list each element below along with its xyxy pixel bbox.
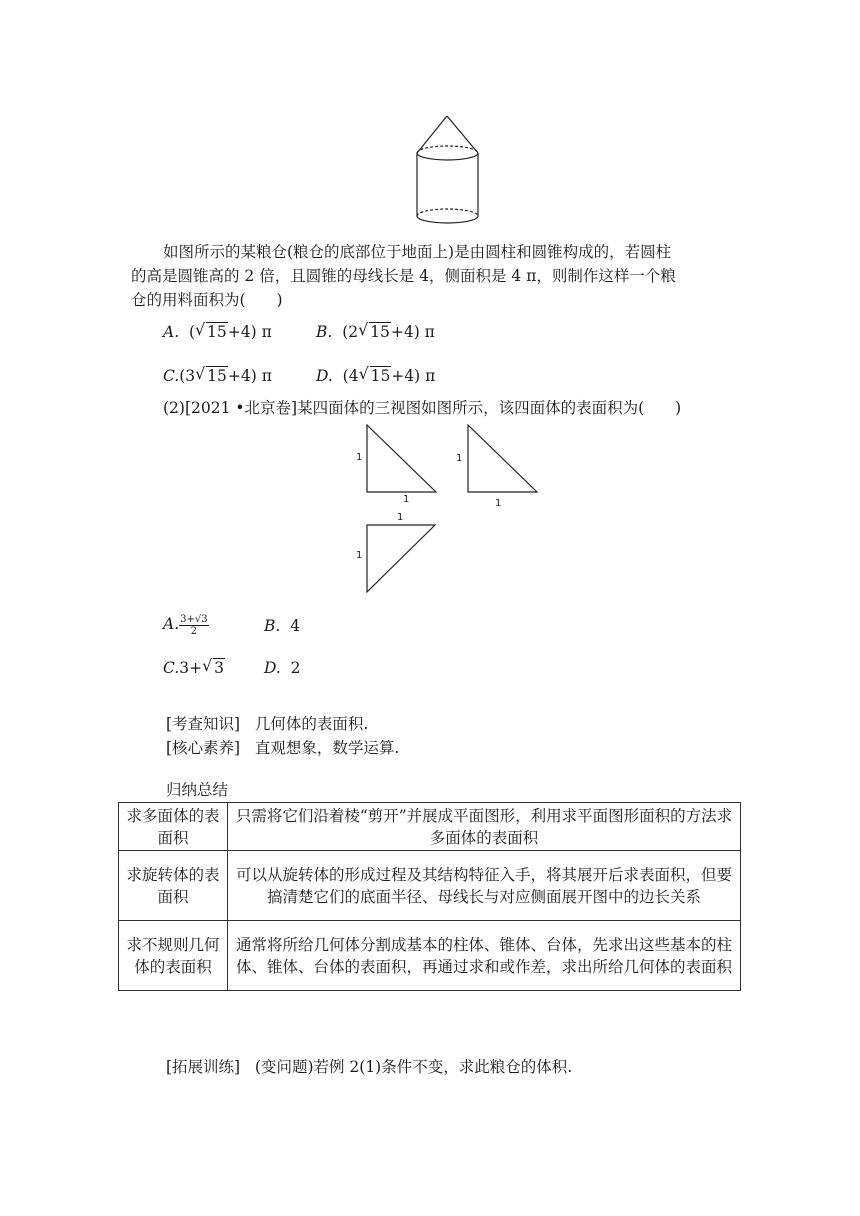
side-view-triangle xyxy=(467,424,539,494)
top-view-top-label: 1 xyxy=(397,512,404,523)
problem2-stem: (2)[2021 •北京卷]某四面体的三视图如图所示，该四面体的表面积为( ) xyxy=(163,399,682,417)
top-ellipse-front xyxy=(417,153,478,160)
knowledge-note: [考查知识] 几何体的表面积. xyxy=(166,715,369,733)
literacy-note: [核心素养] 直观想象，数学运算. xyxy=(166,739,400,757)
sqrt-symbol: √ 15 xyxy=(359,365,392,387)
bottom-ellipse-front xyxy=(417,216,478,223)
table-row xyxy=(119,851,741,921)
option-d: D. (4√ 15+4) π xyxy=(316,365,435,387)
table-row xyxy=(119,803,741,851)
table-row xyxy=(119,921,741,991)
sqrt-symbol: √ 15 xyxy=(195,365,228,387)
summary-table xyxy=(118,802,741,991)
front-view-base-label: 1 xyxy=(403,494,410,505)
bottom-ellipse-back xyxy=(417,209,478,216)
side-view-base-label: 1 xyxy=(495,498,502,509)
front-view-height-label: 1 xyxy=(356,452,363,463)
table-key-cell: 求不规则几何体的表面积 xyxy=(119,921,228,991)
top-view-triangle xyxy=(366,524,438,594)
option2-d: D. 2 xyxy=(264,659,301,677)
granary-figure xyxy=(410,112,486,228)
front-view-triangle xyxy=(366,424,438,494)
sqrt-symbol: √ 15 xyxy=(195,321,228,343)
sqrt-symbol: √ 15 xyxy=(358,321,391,343)
table-value-cell: 通常将所给几何体分割成基本的柱体、锥体、台体，先求出这些基本的柱体、锥体、台体的表面积，再通过求和或作差，求出所给几何体的表面积 xyxy=(228,921,741,991)
top-view-side-label: 1 xyxy=(356,550,363,561)
side-view-height-label: 1 xyxy=(456,453,463,464)
option2-b: B. 4 xyxy=(264,617,301,635)
table-value-cell: 可以从旋转体的形成过程及其结构特征入手，将其展开后求表面积，但要搞清楚它们的底面半径、母线长与对应侧面展开图中的边长关系 xyxy=(228,851,741,921)
top-ellipse-back xyxy=(417,146,478,153)
sqrt-symbol: √ 3 xyxy=(202,657,225,679)
problem1-line2: 的高是圆锥高的 2 倍，且圆锥的母线长是 4，侧面积是 4 π，则制作这样一个粮 xyxy=(131,267,676,285)
option-b: B. (2√ 15+4) π xyxy=(316,321,435,343)
option-a: A. (√ 15+4) π xyxy=(163,321,272,343)
extension-exercise: [拓展训练] (变问题)若例 2(1)条件不变，求此粮仓的体积. xyxy=(166,1058,573,1076)
problem1-line1: 如图所示的某粮仓(粮仓的底部位于地面上)是由圆柱和圆锥构成的，若圆柱 xyxy=(163,243,672,261)
option2-a: A. $\frac{3+√3}{2}$ xyxy=(163,613,208,637)
table-key-cell: 求多面体的表面积 xyxy=(119,803,228,851)
option-c: C.(3√ 15+4) π xyxy=(163,365,272,387)
table-value-cell: 只需将它们沿着棱“剪开”并展成平面图形，利用求平面图形面积的方法求多面体的表面积 xyxy=(228,803,741,851)
table-key-cell: 求旋转体的表面积 xyxy=(119,851,228,921)
summary-heading: 归纳总结 xyxy=(166,781,229,799)
fraction: $\frac{3+√3}{2}$ xyxy=(180,613,208,637)
option2-c: C.3+√ 3 xyxy=(163,657,225,679)
problem1-line3: 仓的用料面积为( ) xyxy=(131,291,283,309)
